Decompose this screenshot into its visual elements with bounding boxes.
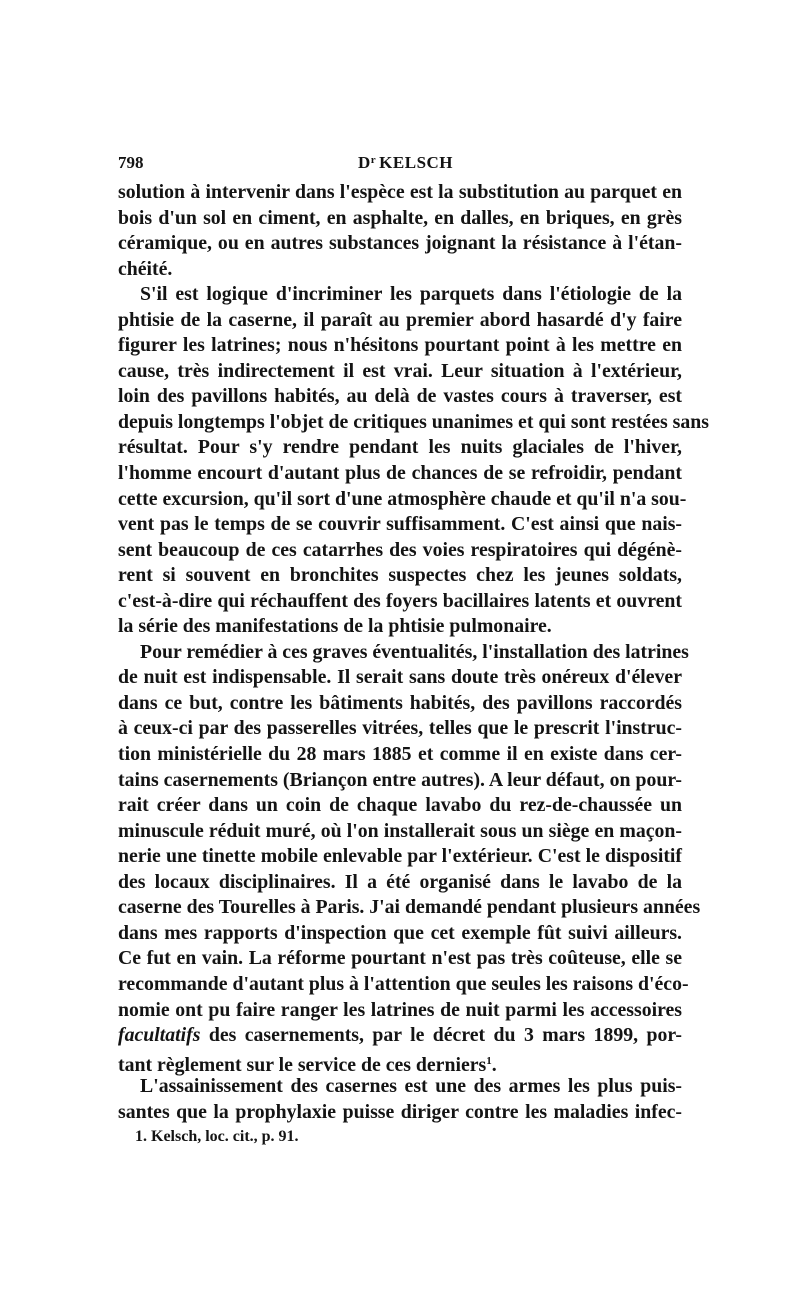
text-line: c'est-à-dire qui réchauffent des foyers bacillaires latents et ouvrent <box>118 589 682 612</box>
text-line: tion ministérielle du 28 mars 1885 et comme il en existe dans cer- <box>118 743 682 766</box>
text-line: sent beaucoup de ces catarrhes des voies respiratoires qui dégénè- <box>118 538 682 561</box>
text-line: bois d'un sol en ciment, en asphalte, en dalles, en briques, en grès <box>118 206 682 229</box>
text-line: l'homme encourt d'autant plus de chances de se refroidir, pendant <box>118 462 682 485</box>
text-line: à ceux-ci par des passerelles vitrées, telles que le prescrit l'instruc- <box>118 717 682 740</box>
text-line: depuis longtemps l'objet de critiques unanimes et qui sont restées sans <box>118 410 709 433</box>
author-prefix: D <box>358 153 371 172</box>
text-line: caserne des Tourelles à Paris. J'ai demandé pendant plusieurs années <box>118 896 701 919</box>
text-line: loin des pavillons habités, au delà de vastes cours à traverser, est <box>118 385 682 408</box>
body-text <box>118 180 709 1125</box>
text-line: Ce fut en vain. La réforme pourtant n'est pas très coûteuse, elle se <box>118 947 682 970</box>
text-line: figurer les latrines; nous n'hésitons pourtant point à les mettre en <box>118 334 682 357</box>
text-fragment: tant règlement sur le service de ces derniers <box>118 1053 487 1076</box>
text-line: Pour remédier à ces graves éventualités, l'installation des latrines <box>140 640 689 663</box>
text-line: la série des manifestations de la phtisie pulmonaire. <box>118 615 552 638</box>
author-prefix-superscript: r <box>370 154 377 166</box>
text-line: céramique, ou en autres substances joignant la résistance à l'étan- <box>118 232 682 255</box>
italic-term: facultatifs <box>118 1024 201 1047</box>
text-line: des locaux disciplinaires. Il a été organisé dans le lavabo de la <box>118 870 682 893</box>
text-line: dans ce but, contre les bâtiments habités, des pavillons raccordés <box>118 691 682 714</box>
text-line: cause, très indirectement il est vrai. Leur situation à l'extérieur, <box>118 359 682 382</box>
footnote-reference: 1 <box>486 1054 492 1067</box>
text-line: vent pas le temps de se couvrir suffisamment. C'est ainsi que nais- <box>118 513 682 536</box>
text-line: santes que la prophylaxie puisse diriger contre les maladies infec- <box>118 1100 682 1123</box>
text-line: solution à intervenir dans l'espèce est la substitution au parquet en <box>118 181 682 203</box>
text-line: recommande d'autant plus à l'attention que seules les raisons d'éco- <box>118 972 689 995</box>
text-fragment: . <box>491 1053 497 1076</box>
text-line: phtisie de la caserne, il paraît au premier abord hasardé d'y faire <box>118 308 682 331</box>
text-line: chéité. <box>118 257 173 280</box>
text-line: de nuit est indispensable. Il serait sans doute très onéreux d'élever <box>118 666 682 689</box>
running-title <box>358 153 453 173</box>
text-line: nomie ont pu faire ranger les latrines de nuit parmi les accessoires <box>118 998 682 1021</box>
text-line: L'assainissement des casernes est une des armes les plus puis- <box>140 1075 682 1098</box>
text-line: cette excursion, qu'il sort d'une atmosphère chaude et qu'il n'a sou- <box>118 487 687 510</box>
text-line: dans mes rapports d'inspection que cet exemple fût suivi ailleurs. <box>118 921 682 944</box>
text-line <box>118 1049 682 1075</box>
text-line: nerie une tinette mobile enlevable par l'extérieur. C'est le dispositif <box>118 845 682 868</box>
text-line: résultat. Pour s'y rendre pendant les nuits glaciales de l'hiver, <box>118 436 682 459</box>
page-number: 798 <box>118 153 144 172</box>
text-line: S'il est logique d'incriminer les parquets dans l'étiologie de la <box>140 283 682 306</box>
text-line: tains casernements (Briançon entre autres). A leur défaut, on pour- <box>118 768 682 791</box>
running-head <box>118 153 682 177</box>
text-fragment: des casernements, par le décret du 3 mars 1899, por- <box>200 1024 682 1047</box>
text-line: rent si souvent en bronchites suspectes chez les jeunes soldats, <box>118 564 682 587</box>
text-line <box>118 1023 682 1049</box>
author-name: KELSCH <box>379 153 454 172</box>
text-line: rait créer dans un coin de chaque lavabo du rez-de-chaussée un <box>118 794 682 817</box>
footnote: 1. Kelsch, loc. cit., p. 91. <box>135 1128 299 1145</box>
text-line: minuscule réduit muré, où l'on installerait sous un siège en maçon- <box>118 819 682 842</box>
